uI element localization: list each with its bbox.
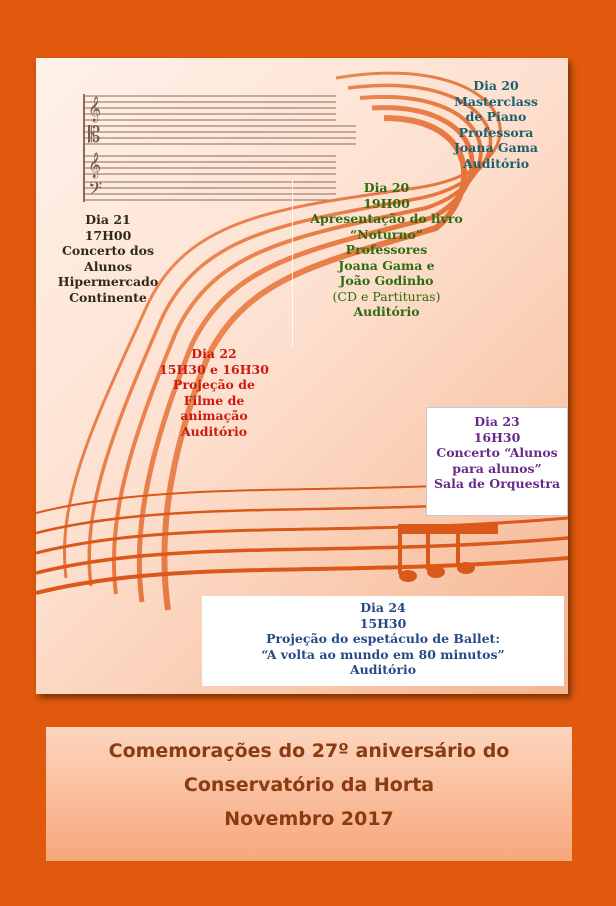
event-line: Alunos [84, 258, 132, 274]
event-venue: Auditório [180, 423, 248, 439]
event-time: 16H30 [473, 429, 521, 445]
event-line: “A volta ao mundo em 80 minutos” [261, 646, 505, 662]
event-line: Professora [458, 124, 534, 140]
event-venue: Auditório [462, 155, 530, 171]
event-venue: Auditório [353, 304, 420, 319]
event-time: 19H00 [363, 195, 410, 211]
event-line: Hipermercado [57, 274, 159, 289]
event-date: Dia 24 [360, 600, 406, 615]
svg-text:𝄞: 𝄞 [88, 153, 102, 178]
footer-banner [46, 727, 572, 861]
event-line: Concerto dos [61, 243, 155, 258]
event-line: Concerto “Alunos [436, 445, 558, 460]
event-time: 17H00 [84, 227, 132, 243]
event-line: Projeção do espetáculo de Ballet: [266, 631, 500, 646]
event-line: Joana Gama e [338, 257, 435, 273]
event-line: Apresentação do livro [310, 211, 463, 226]
event-poster [36, 58, 568, 694]
event-date: Dia 23 [474, 414, 520, 429]
footer-title: Comemorações do 27º aniversário do [108, 740, 510, 762]
event-venue: Continente [69, 289, 147, 305]
event-date: Dia 20 [363, 180, 410, 195]
event-line: Joana Gama [454, 140, 538, 155]
event-day20-book-launch [292, 180, 480, 348]
event-time: 15H30 e 16H30 [159, 361, 269, 377]
svg-text:𝄢: 𝄢 [88, 179, 103, 204]
event-line: de Piano [465, 109, 527, 124]
event-line: “Noturno” [349, 226, 424, 242]
event-line: animação [180, 408, 248, 423]
event-day20-masterclass [436, 78, 556, 171]
svg-text:𝄡: 𝄡 [88, 123, 101, 148]
clef-symbols [88, 96, 102, 204]
event-line: para alunos” [452, 460, 542, 476]
event-day23-concert [426, 407, 568, 516]
event-date: Dia 22 [191, 346, 237, 361]
svg-text:𝄞: 𝄞 [88, 97, 102, 122]
eighth-notes [398, 524, 498, 582]
event-date: Dia 21 [85, 212, 131, 227]
event-line: Filme de [183, 392, 245, 408]
event-venue: Auditório [349, 662, 417, 677]
event-venue: Sala de Orquestra [433, 476, 561, 491]
event-line: João Godinho [339, 273, 434, 288]
event-day21-concert [48, 212, 168, 305]
event-time: 15H30 [359, 615, 407, 631]
footer-institution: Conservatório da Horta [183, 774, 435, 796]
footer-date: Novembro 2017 [224, 808, 394, 830]
event-date: Dia 20 [473, 78, 519, 93]
event-line: Projeção de [173, 377, 255, 392]
event-line: (CD e Partituras) [332, 288, 441, 304]
event-line: Professores [345, 242, 428, 257]
event-day22-film [154, 346, 274, 439]
event-day24-ballet [202, 596, 564, 686]
event-line: Masterclass [454, 93, 538, 109]
